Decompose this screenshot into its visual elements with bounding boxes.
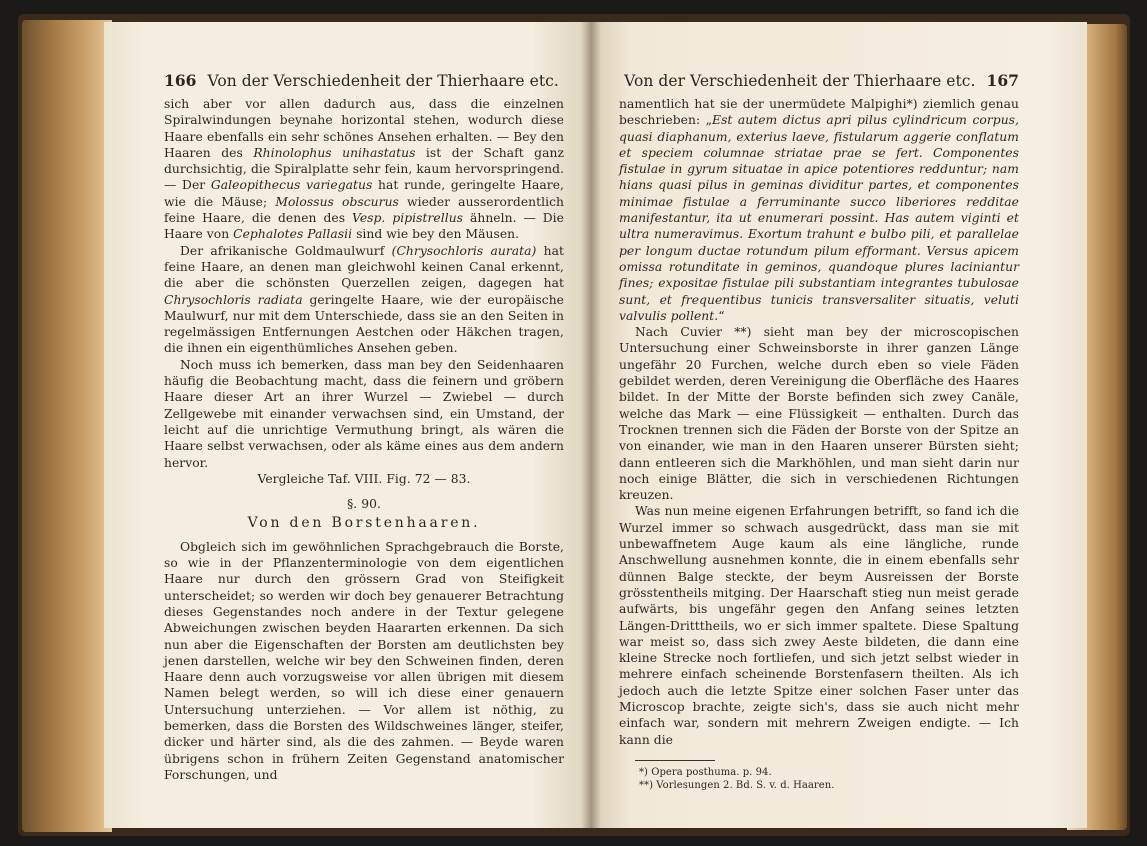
section-number: §. 90. bbox=[347, 497, 381, 512]
paragraph: Noch muss ich bemerken, dass man bey den Seidenhaaren häufig die Beobachtung macht, dass die feinern und gröbern Haare dieser Art an ihrer Wurzel — Zwiebel — durch Zellgewebe mit einander verwachsen sind, ein Umstand, der leicht auf die unrichtige Vermuthung bringt, als wären die Haare selbst verwachsen, oder als käme eines aus dem andern hervor. bbox=[164, 357, 564, 470]
left-page-content bbox=[164, 70, 564, 783]
footnote: *) Opera posthuma. p. 94. bbox=[639, 766, 772, 778]
paragraph: sich aber vor allen dadurch aus, dass die einzelnen Spiralwindungen beynahe horizontal stehen, wodurch diese Haare ebenfalls ein sehr schönes Ansehen erhalten. — Bey den Haaren des Rhinolophus unihastatus ist der Schaft ganz durchsichtig, die Spiralplatte sehr fein, kaum hervorspringend. — Der Galeopithecus variegatus hat runde, geringelte Haare, wie die Mäuse; Molossus obscurus wieder ausserordentlich feine Haare, die denen des Vesp. pipistrellus ähneln. — Die Haare von Cephalotes Pallasii sind wie bey den Mäusen. bbox=[164, 97, 564, 242]
paragraph: Nach Cuvier **) sieht man bey der microscopischen Untersuchung einer Schweinsborste in ihrer ganzen Länge ungefähr 20 Furchen, welche durch eben so viele Fäden gebildet werden, deren Vereinigung die Oberfläche des Haares bildet. In der Mitte der Borste befinden sich zwey Canäle, welche das Mark — eine Flüssigkeit — enthalten. Durch das Trocknen trennen sich die Fäden der Borste von der Spitze an von einander, wie man in den Haaren unserer Bürsten sieht; dann entleeren sich die Markhöhlen, und man sieht darin nur noch einige Blätter, die sich in verschiedenen Richtungen kreuzen. bbox=[619, 325, 1019, 503]
left-running-header bbox=[164, 70, 564, 96]
paragraph: namentlich hat sie der unermüdete Malpighi*) ziemlich genau beschrieben: „Est autem dictus apri pilus cylindricum corpus, quasi diaphanum, exterius laeve, fistularum aggerie conflatum et speciem columnae striatae prae se fert. Componentes fistulae in gyrum situatae in apice potentiores redduntur; nam hians quasi pilus in geminas dividitur partes, et componentes minimae fistulae a ferruminante succo liberiores redditae manifestantur, ita ut enumerari possint. Has autem viginti et ultra numeravimus. Exortum trahunt e bulbo pili, et parallelae per longum ductae rotundum pilum efformant. Versus apicem omissa rotunditate in geminos, quandoque plures laciniantur fines; expositae fistulae pili substantiam integrantes tubulosae sunt, et frequentibus tunicis transversaliter situatis, veluti valvulis pollent.“ bbox=[619, 97, 1019, 323]
right-running-header bbox=[619, 70, 1019, 96]
figure-reference: Vergleiche Taf. VIII. Fig. 72 — 83. bbox=[257, 471, 471, 486]
paragraph: Obgleich sich im gewöhnlichen Sprachgebrauch die Borste, so wie in der Pflanzenterminologie von dem eigentlichen Haare nur durch den grössern Grad von Steifigkeit unterscheidet; so werden wir doch bey genauerer Betrachtung dieses Gegenstandes noch andere in der Textur gelegene Abweichungen zwischen beyden Haararten erkennen. Da sich nun aber die Eigenschaften der Borsten am deutlichsten bey jenen darstellen, welche wir bey den Schweinen finden, deren Haare denn auch vorzugsweise vor allen übrigen mit diesem Namen belegt werden, so will ich diese einer genauern Untersuchung unterziehen. — Vor allem ist nöthig, zu bemerken, dass die Borsten des Wildschweines länger, steifer, dicker und härter sind, als die des zahmen. — Beyde waren übrigens schon in frühern Zeiten Gegenstand anatomischer Forschungen, und bbox=[164, 539, 564, 782]
right-page-content bbox=[619, 70, 1019, 792]
running-head: Von der Verschiedenheit der Thierhaare etc. bbox=[207, 72, 559, 90]
section-title: Von den Borstenhaaren. bbox=[247, 515, 481, 532]
page-number: 166 bbox=[164, 71, 197, 90]
page-number: 167 bbox=[986, 71, 1019, 90]
running-head: Von der Verschiedenheit der Thierhaare etc. bbox=[624, 72, 976, 90]
left-page bbox=[104, 22, 591, 828]
footnote: **) Vorlesungen 2. Bd. S. v. d. Haaren. bbox=[639, 779, 835, 791]
footnote-divider bbox=[635, 760, 715, 761]
paragraph: Der afrikanische Goldmaulwurf (Chrysochloris aurata) hat feine Haare, an denen man gleichwohl keinen Canal erkennt, die aber die schönsten Querzellen zeigen, dagegen hat Chrysochloris radiata geringelte Haare, wie der europäische Maulwurf, nur mit dem Unterschiede, dass sie an den Seiten in regelmässigen Entfernungen Aestchen oder Häkchen tragen, die ihnen ein eigenthümliches Ansehen geben. bbox=[164, 243, 564, 356]
paragraph: Was nun meine eigenen Erfahrungen betrifft, so fand ich die Wurzel immer so schwach ausgedrückt, dass man sie mit unbewaffnetem Auge kaum als eine längliche, runde Anschwellung ausnehmen konnte, die in einem ebenfalls sehr dünnen Balge steckte, der beym Ausreissen der Borste grösstentheils mitging. Der Haarschaft stieg nun meist gerade aufwärts, bis ungefähr gegen den Anfang seines letzten Längen-Dritttheils, wo er sich immer spaltete. Diese Spaltung war meist so, dass sich zwey Aeste bildeten, die dann eine kleine Strecke noch fortliefen, und sich jetzt selbst wieder in mehrere einfach scheinende Borstenfasern theilten. Als ich jedoch auch die letzte Spitze einer solchen Faser unter das Microscop brachte, zeigte sich's, dass sie auch nicht mehr einfach war, sondern mit mehrern Zweigen endigte. — Ich kann die bbox=[619, 504, 1019, 747]
book-gutter-shadow bbox=[581, 22, 601, 828]
left-page-edges bbox=[22, 20, 112, 832]
right-page bbox=[591, 22, 1087, 828]
